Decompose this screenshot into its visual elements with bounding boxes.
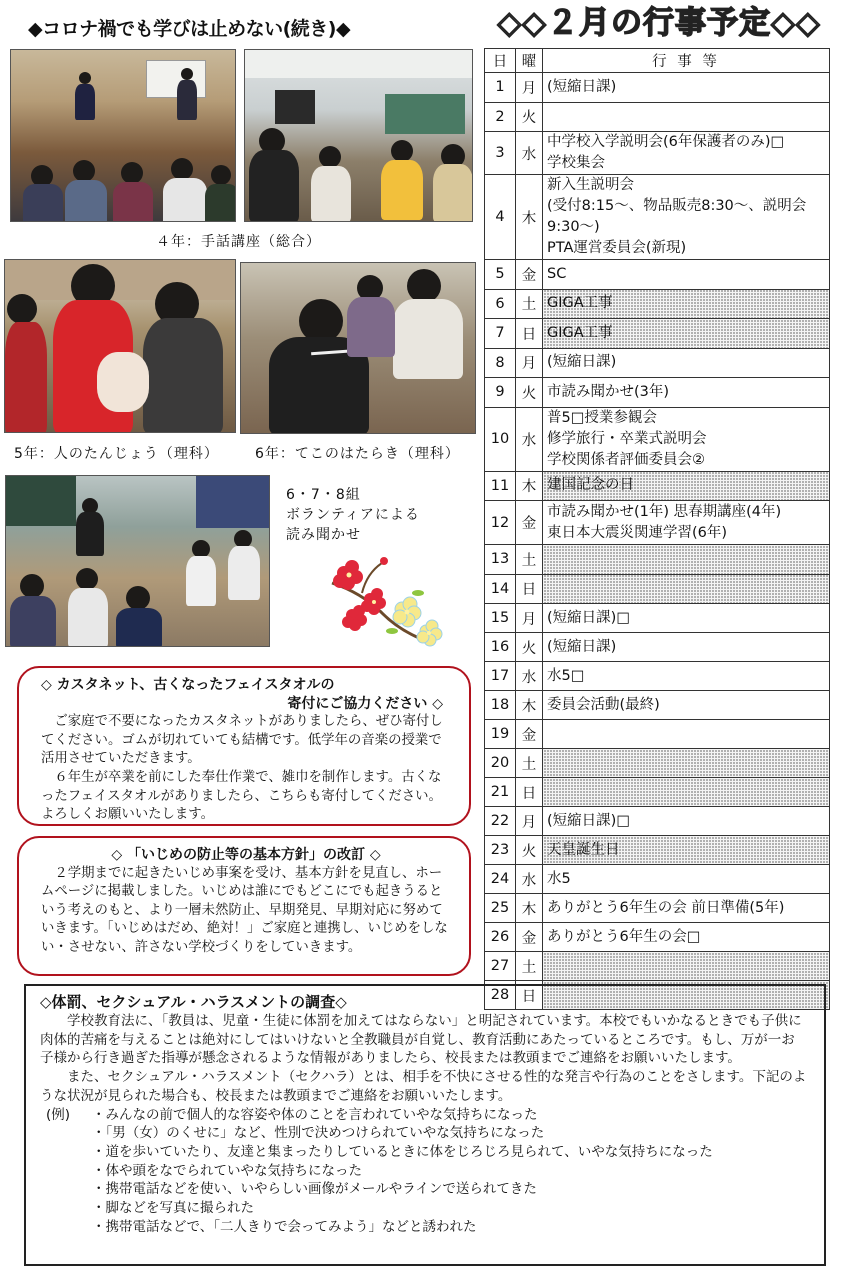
schedule-weekday: 火 bbox=[516, 102, 543, 132]
survey-examples bbox=[40, 1106, 808, 1237]
schedule-events bbox=[543, 471, 830, 501]
schedule-weekday: 月 bbox=[516, 73, 543, 103]
schedule-weekday: 月 bbox=[516, 348, 543, 378]
schedule-events bbox=[543, 175, 830, 260]
schedule-weekday: 月 bbox=[516, 604, 543, 633]
survey-example-label: (例) bbox=[46, 1106, 71, 1123]
schedule-row bbox=[485, 319, 830, 349]
schedule-weekday: 日 bbox=[516, 778, 543, 807]
schedule-row bbox=[485, 749, 830, 778]
schedule-weekday: 木 bbox=[516, 471, 543, 501]
schedule-events bbox=[543, 691, 830, 720]
schedule-event-line: 普5□授業参観会 bbox=[547, 409, 657, 426]
schedule-row bbox=[485, 952, 830, 981]
survey-example-item: ・脚などを写真に撮られた bbox=[92, 1200, 254, 1217]
schedule-row bbox=[485, 836, 830, 865]
schedule-weekday: 火 bbox=[516, 633, 543, 662]
schedule-day: 20 bbox=[485, 749, 516, 778]
schedule-event-line: ありがとう6年生の会□ bbox=[547, 928, 701, 945]
survey-example-item: ・体や頭をなでられていやな気持ちになった bbox=[92, 1162, 362, 1179]
schedule-body bbox=[485, 73, 830, 1010]
schedule-events bbox=[543, 73, 830, 103]
schedule-row bbox=[485, 923, 830, 952]
harassment-survey-notice bbox=[24, 984, 826, 1266]
schedule-events bbox=[543, 574, 830, 604]
schedule-row bbox=[485, 778, 830, 807]
schedule-weekday: 火 bbox=[516, 378, 543, 408]
schedule-row bbox=[485, 175, 830, 260]
photo-5nen-birth bbox=[4, 259, 236, 433]
survey-para1: 学校教育法に、「教員は、児童・生徒に体罰を加えてはならない」と明記されています。本校でもいかなるときでも子供に肉体的苦痛を与えることは絶対にしてはいけないと全教職員が自覚し、教育活動にあたっているところです。もし、万が一お子様から行き過ぎた指導が懸念されるような情報がありましたら、校長または教頭までご連絡をお願いいたします。 bbox=[40, 1013, 802, 1067]
schedule-events bbox=[543, 720, 830, 749]
schedule-row bbox=[485, 471, 830, 501]
survey-example-item: ・携帯電話などを使い、いやらしい画像がメールやラインで送られてきた bbox=[92, 1181, 537, 1198]
schedule-day: 26 bbox=[485, 923, 516, 952]
schedule-row bbox=[485, 407, 830, 471]
schedule-event-line: 市読み聞かせ(1年) 思春期講座(4年) bbox=[547, 503, 782, 520]
schedule-events bbox=[543, 378, 830, 408]
schedule-event-line: PTA運営委員会(新現) bbox=[547, 240, 687, 256]
schedule-weekday: 土 bbox=[516, 952, 543, 981]
schedule-weekday: 日 bbox=[516, 319, 543, 349]
schedule-header-row bbox=[485, 49, 830, 73]
notice-donation-title-2: 寄付にご協力ください ◇ bbox=[287, 695, 443, 712]
schedule-day: 10 bbox=[485, 407, 516, 471]
caption-volunteer-line1: 6・7・8組 bbox=[286, 487, 361, 503]
schedule-weekday: 木 bbox=[516, 894, 543, 923]
schedule-weekday: 金 bbox=[516, 501, 543, 545]
schedule-event-line: 学校集会 bbox=[547, 155, 605, 171]
schedule-events bbox=[543, 348, 830, 378]
schedule-event-line: GIGA工事 bbox=[547, 295, 613, 312]
schedule-weekday: 水 bbox=[516, 662, 543, 691]
notice-donation bbox=[17, 666, 471, 826]
schedule-day: 15 bbox=[485, 604, 516, 633]
schedule-events bbox=[543, 501, 830, 545]
schedule-day: 6 bbox=[485, 289, 516, 319]
schedule-weekday: 土 bbox=[516, 289, 543, 319]
caption-volunteer bbox=[286, 485, 420, 545]
schedule-events bbox=[543, 778, 830, 807]
schedule-events bbox=[543, 633, 830, 662]
notice-donation-title-1: ◇ カスタネット、古くなったフェイスタオルの bbox=[41, 677, 335, 693]
schedule-day: 13 bbox=[485, 545, 516, 575]
schedule-row bbox=[485, 73, 830, 103]
schedule-title-banner bbox=[484, 2, 834, 44]
caption-volunteer-line3: 読み聞かせ bbox=[286, 527, 361, 543]
schedule-events bbox=[543, 260, 830, 290]
schedule-events bbox=[543, 604, 830, 633]
schedule-event-line: 水5 bbox=[547, 870, 571, 887]
schedule-events bbox=[543, 952, 830, 981]
schedule-weekday: 金 bbox=[516, 720, 543, 749]
schedule-weekday: 土 bbox=[516, 545, 543, 575]
schedule-day: 8 bbox=[485, 348, 516, 378]
schedule-day: 24 bbox=[485, 865, 516, 894]
survey-example-item: ・みんなの前で個人的な容姿や体のことを言われていやな気持ちになった bbox=[92, 1106, 538, 1123]
schedule-events bbox=[543, 865, 830, 894]
schedule-day: 7 bbox=[485, 319, 516, 349]
schedule-events bbox=[543, 662, 830, 691]
schedule-event-line: (短縮日課) bbox=[547, 78, 617, 95]
schedule-events bbox=[543, 923, 830, 952]
schedule-row bbox=[485, 691, 830, 720]
schedule-event-line: 中学校入学説明会(6年保護者のみ)□ bbox=[547, 134, 785, 150]
schedule-day: 22 bbox=[485, 807, 516, 836]
schedule-events bbox=[543, 289, 830, 319]
caption-volunteer-line2: ボランティアによる bbox=[286, 507, 420, 523]
schedule-event-line: 委員会活動(最終) bbox=[547, 696, 660, 713]
schedule-day: 4 bbox=[485, 175, 516, 260]
schedule-day: 16 bbox=[485, 633, 516, 662]
survey-example-item: ・道を歩いていたり、友達と集まったりしているときに体をじろじろ見られて、いやな気持ちになった bbox=[92, 1143, 713, 1160]
schedule-event-line: ありがとう6年生の会 前日準備(5年) bbox=[547, 899, 785, 916]
schedule-weekday: 木 bbox=[516, 691, 543, 720]
schedule-event-line: (短縮日課) bbox=[547, 354, 617, 371]
notice-donation-para2: ６年生が卒業を前にした奉仕作業で、雑巾を制作します。古くなったフェイスタオルがありましたら、こちらも寄付してください。よろしくお願いいたします。 bbox=[41, 769, 442, 823]
schedule-events bbox=[543, 102, 830, 132]
schedule-events bbox=[543, 807, 830, 836]
schedule-day: 5 bbox=[485, 260, 516, 290]
schedule-event-line: SC bbox=[547, 265, 567, 282]
schedule-weekday: 日 bbox=[516, 574, 543, 604]
schedule-title: ◇◇２月の行事予定◇◇ bbox=[497, 5, 821, 41]
notice-bullying-title: ◇ 「いじめの防止等の基本方針」の改訂 ◇ bbox=[111, 847, 381, 863]
notice-bullying-para1: ２学期までに起きたいじめ事案を受け、基本方針を見直し、ホームページに掲載しました。いじめは誰にでもどこにでも起きうるという考えのもと、より一層未然防止、早期発見、早期対応に努めていきます。「いじめはだめ、絶対！」ご家庭と連携し、いじめをしない・させない、許さない学校づくりをしていきます。 bbox=[41, 865, 448, 955]
schedule-day: 28 bbox=[485, 981, 516, 1010]
schedule-weekday: 金 bbox=[516, 923, 543, 952]
schedule-weekday: 月 bbox=[516, 807, 543, 836]
schedule-weekday: 火 bbox=[516, 836, 543, 865]
schedule-row bbox=[485, 894, 830, 923]
schedule-row bbox=[485, 501, 830, 545]
schedule-row bbox=[485, 574, 830, 604]
photo-6nen-lever bbox=[240, 262, 476, 434]
photo-volunteer-reading bbox=[5, 475, 270, 647]
schedule-row bbox=[485, 289, 830, 319]
schedule-row bbox=[485, 807, 830, 836]
schedule-weekday: 日 bbox=[516, 981, 543, 1010]
schedule-day: 11 bbox=[485, 471, 516, 501]
schedule-day: 19 bbox=[485, 720, 516, 749]
schedule-day: 3 bbox=[485, 132, 516, 175]
schedule-weekday: 土 bbox=[516, 749, 543, 778]
schedule-event-line: (短縮日課) bbox=[547, 638, 617, 655]
schedule-row bbox=[485, 720, 830, 749]
schedule-events bbox=[543, 894, 830, 923]
schedule-events bbox=[543, 545, 830, 575]
schedule-row bbox=[485, 260, 830, 290]
schedule-event-line: 水5□ bbox=[547, 667, 585, 684]
schedule-event-line: 修学旅行・卒業式説明会 bbox=[547, 430, 707, 447]
schedule-events bbox=[543, 319, 830, 349]
schedule-weekday: 水 bbox=[516, 865, 543, 894]
schedule-row bbox=[485, 633, 830, 662]
schedule-row bbox=[485, 102, 830, 132]
schedule-event-line: 新入生説明会 bbox=[547, 177, 634, 193]
schedule-row bbox=[485, 604, 830, 633]
schedule-row bbox=[485, 865, 830, 894]
photo-4nen-sign-language-right bbox=[244, 49, 473, 222]
february-schedule-table bbox=[484, 48, 830, 1010]
schedule-events bbox=[543, 407, 830, 471]
caption-6nen: 6年：てこのはたらき（理科） bbox=[255, 446, 460, 462]
schedule-row bbox=[485, 662, 830, 691]
schedule-day: 27 bbox=[485, 952, 516, 981]
schedule-row bbox=[485, 378, 830, 408]
survey-example-item: ・「男（女）のくせに」など、性別で決めつけられていやな気持ちになった bbox=[92, 1125, 545, 1142]
schedule-event-line: (短縮日課)□ bbox=[547, 812, 631, 829]
caption-5nen: 5年：人のたんじょう（理科） bbox=[14, 446, 219, 462]
corona-learning-heading: ◆コロナ禍でも学びは止めない(続き)◆ bbox=[28, 18, 351, 40]
schedule-day: 21 bbox=[485, 778, 516, 807]
schedule-weekday: 金 bbox=[516, 260, 543, 290]
header-events: 行 事 等 bbox=[543, 49, 830, 73]
schedule-events bbox=[543, 132, 830, 175]
schedule-day: 25 bbox=[485, 894, 516, 923]
schedule-day: 17 bbox=[485, 662, 516, 691]
schedule-day: 2 bbox=[485, 102, 516, 132]
schedule-day: 9 bbox=[485, 378, 516, 408]
caption-4nen: ４年：手話講座（総合） bbox=[156, 234, 321, 250]
survey-para2: また、セクシュアル・ハラスメント（セクハラ）とは、相手を不快にさせる性的な発言や行為のことをさします。下記のような状況が見られた場合も、校長または教頭までご連絡をお願いいたします。 bbox=[40, 1069, 807, 1104]
schedule-event-line: 建国記念の日 bbox=[547, 477, 634, 494]
survey-title: ◇体罰、セクシュアル・ハラスメントの調査◇ bbox=[40, 993, 347, 1011]
schedule-row bbox=[485, 348, 830, 378]
schedule-day: 18 bbox=[485, 691, 516, 720]
schedule-event-line: 天皇誕生日 bbox=[547, 841, 620, 858]
survey-example-list bbox=[92, 1106, 713, 1237]
header-weekday: 曜 bbox=[516, 49, 543, 73]
schedule-event-line: (短縮日課)□ bbox=[547, 609, 631, 626]
photo-4nen-sign-language-left bbox=[10, 49, 236, 222]
schedule-weekday: 水 bbox=[516, 132, 543, 175]
schedule-event-line: GIGA工事 bbox=[547, 324, 613, 341]
schedule-events bbox=[543, 749, 830, 778]
schedule-event-line: (受付8:15～、物品販売8:30～、説明会9:30～) bbox=[547, 198, 807, 235]
ume-blossom-illustration bbox=[322, 553, 450, 663]
schedule-events bbox=[543, 836, 830, 865]
notice-donation-para1: ご家庭で不要になったカスタネットがありましたら、ぜひ寄付してください。ゴムが切れていても結構です。低学年の音楽の授業で活用させていただきます。 bbox=[41, 714, 443, 767]
header-day: 日 bbox=[485, 49, 516, 73]
schedule-event-line: 学校関係者評価委員会② bbox=[547, 451, 705, 468]
schedule-weekday: 木 bbox=[516, 175, 543, 260]
notice-bullying-policy bbox=[17, 836, 471, 976]
schedule-row bbox=[485, 545, 830, 575]
schedule-row bbox=[485, 132, 830, 175]
schedule-day: 12 bbox=[485, 501, 516, 545]
schedule-event-line: 東日本大震災関連学習(6年) bbox=[547, 524, 728, 541]
schedule-day: 23 bbox=[485, 836, 516, 865]
schedule-event-line: 市読み聞かせ(3年) bbox=[547, 383, 670, 400]
schedule-day: 14 bbox=[485, 574, 516, 604]
schedule-weekday: 水 bbox=[516, 407, 543, 471]
survey-example-item: ・携帯電話などで、「二人きりで会ってみよう」などと誘われた bbox=[92, 1218, 477, 1235]
schedule-day: 1 bbox=[485, 73, 516, 103]
